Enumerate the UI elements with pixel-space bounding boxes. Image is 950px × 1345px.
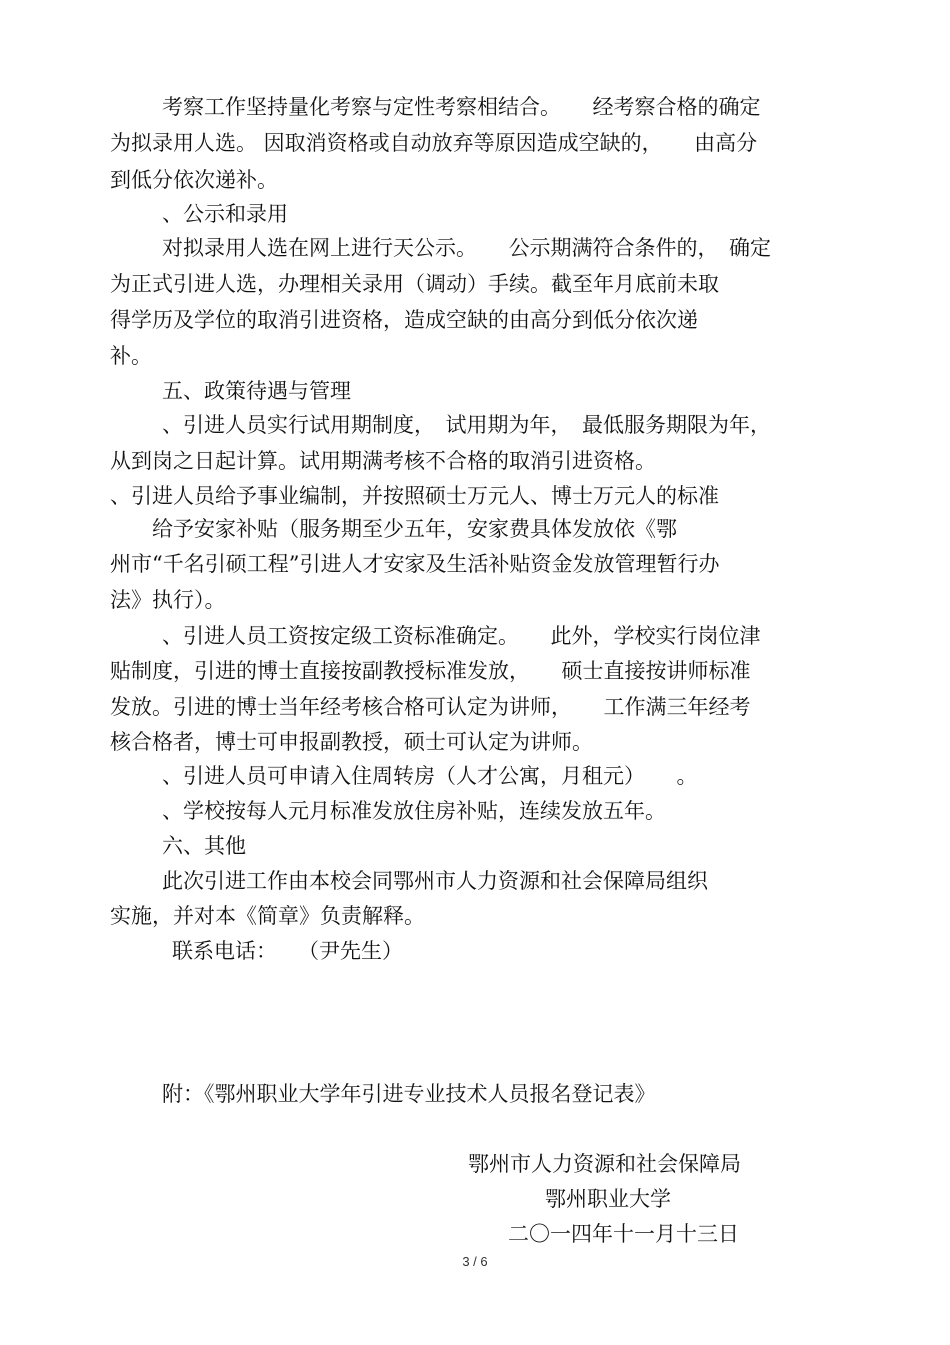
body-line-19: 核合格者，博士可申报副教授，硕士可认定为讲师。	[110, 730, 593, 754]
body-line-10: 、引进人员实行试用期制度， 试用期为年， 最低服务期限为年，	[162, 413, 771, 437]
body-line-20: 、引进人员可申请入住周转房（人才公寓，月租元） 。	[162, 764, 698, 788]
page-number: 3 / 6	[462, 1254, 488, 1269]
body-line-7: 得学历及学位的取消引进资格，造成空缺的由高分到低分依次递	[110, 308, 698, 332]
body-line-5: 对拟录用人选在网上进行天公示。 公示期满符合条件的， 确定	[162, 236, 771, 260]
body-line-17: 贴制度，引进的博士直接按副教授标准发放， 硕士直接按讲师标准	[110, 659, 751, 683]
body-line-1: 考察工作坚持量化考察与定性考察相结合。 经考察合格的确定	[162, 95, 761, 119]
body-line-2: 为拟录用人选。 因取消资格或自动放弃等原因造成空缺的， 由高分	[110, 131, 758, 155]
body-line-24: 实施，并对本《简章》负责解释。	[110, 904, 425, 928]
body-line-16: 、引进人员工资按定级工资标准确定。 此外，学校实行岗位津	[162, 624, 761, 648]
body-line-11: 从到岗之日起计算。试用期满考核不合格的取消引进资格。	[110, 449, 656, 473]
body-line-14: 州市“千名引硕工程”引进人才安家及生活补贴资金发放管理暂行办	[110, 552, 720, 576]
signature-date: 二〇一四年十一月十三日	[508, 1222, 739, 1246]
body-line-8: 补。	[110, 344, 152, 368]
contact-phone: 联系电话： （尹先生）	[172, 939, 403, 963]
body-line-23: 此次引进工作由本校会同鄂州市人力资源和社会保障局组织	[162, 869, 708, 893]
body-line-15: 法》执行）。	[110, 588, 226, 612]
body-line-21: 、学校按每人元月标准发放住房补贴，连续发放五年。	[162, 799, 666, 823]
body-line-13: 给予安家补贴（服务期至少五年，安家费具体发放依《鄂	[152, 517, 677, 541]
body-line-3: 到低分依次递补。	[110, 168, 278, 192]
section-heading-policy: 五、政策待遇与管理	[162, 379, 351, 403]
body-line-6: 为正式引进人选，办理相关录用（调动）手续。截至年月底前未取	[110, 272, 719, 296]
signature-org-university: 鄂州职业大学	[545, 1187, 671, 1211]
section-heading-other: 六、其他	[162, 834, 246, 858]
body-line-12: 、引进人员给予事业编制，并按照硕士万元人、博士万元人的标准	[110, 484, 719, 508]
body-line-18: 发放。引进的博士当年经考核合格可认定为讲师， 工作满三年经考	[110, 695, 751, 719]
signature-org-hrss: 鄂州市人力资源和社会保障局	[468, 1152, 741, 1176]
attachment-note: 附：《鄂州职业大学年引进专业技术人员报名登记表》	[162, 1082, 656, 1106]
section-heading-publicity: 、公示和录用	[162, 202, 288, 226]
